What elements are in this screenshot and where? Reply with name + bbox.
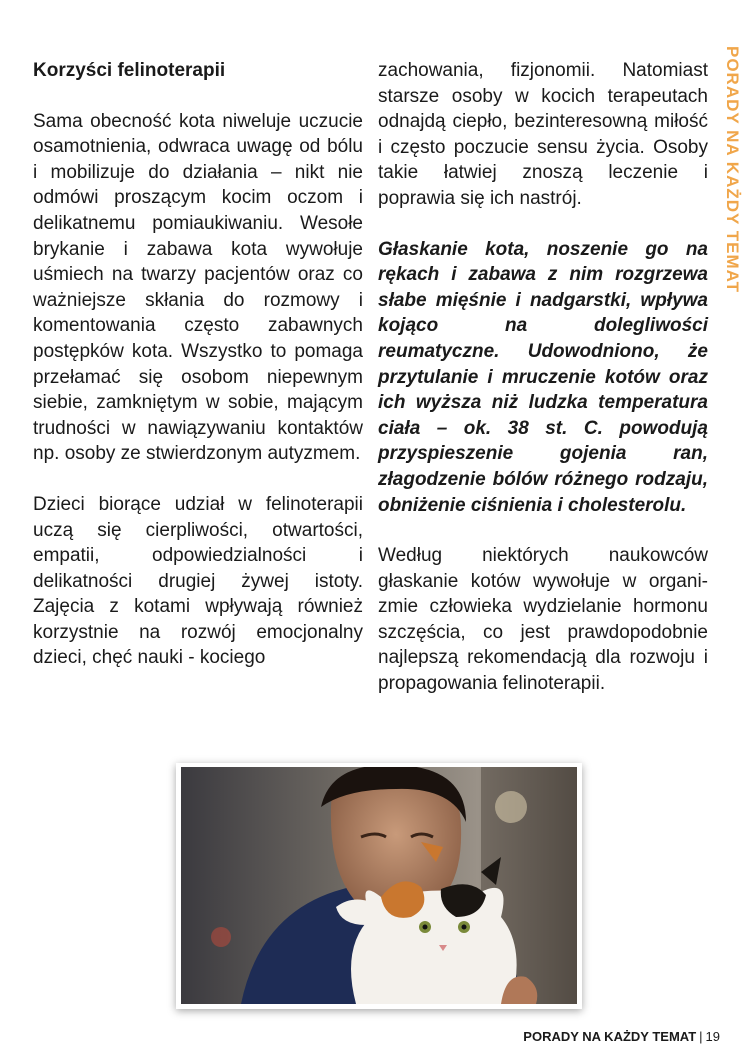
- side-section-tab: PORADY NA KAŻDY TEMAT: [723, 46, 742, 294]
- page-number: 19: [705, 1029, 720, 1044]
- footer-separator: |: [699, 1029, 703, 1044]
- paragraph-physical-benefits: Głaskanie kota, noszenie go na rękach i zabawa z nim rozgrzewa słabe mięśnie i nadgarstki, wpływa kojąco na dolegliwości reumatyczne. Udowodniono, że przytulanie i mruczenie kotów oraz ich wyższa niż ludzka temperatura ciała – ok. 38 st. C. powodują przyspieszenie gojenia ran, złagodzenie bólów różnego rodzaju, obniżenie ciśnienia i cholesterolu.: [378, 238, 708, 516]
- footer-label: PORADY NA KAŻDY TEMAT: [523, 1029, 697, 1044]
- paragraph-elderly: zachowania, fizjonomii. Natomiast starsze osoby w kocich terapeutach odnajdą ciepło, bezinteresowną miłość i często poczucie sensu życia. Osoby takie łatwiej znoszą leczenie i poprawia się ich nastrój.: [378, 60, 708, 209]
- section-heading: Korzyści felinoterapii: [33, 60, 226, 81]
- paragraph-happiness-hormone: Według niektórych naukowców głaskanie kotów wywołuje w organizmie człowieka wydzielanie hormonu szczęścia, co jest prawdopodobnie najlepszą rekomendacją dla rozwoju i propagowania felinoterapii.: [378, 545, 708, 695]
- paragraph-presence-benefits: Sama obecność kota niweluje uczucie osamotnienia, odwraca uwagę od bólu i mobilizuje do działania – nikt nie odmówi proszącym kocim oczom i delikatnemu pomiaukiwaniu. Wesołe brykanie i zabawa kota wywołuje uśmiech na twarzy pacjentów oraz co ważniejsze skłania do rozmowy i komentowania często zabawnych postępków kota. Wszystko to pomaga przełamać się osobom niepewnym siebie, zamkniętym w sobie, mającym trudności w nawiązywaniu kontaktów np. osoby ze stwierdzonym autyzmem.: [33, 110, 363, 465]
- photo-man-hugging-cat: [176, 763, 582, 1009]
- page-footer: [523, 1029, 720, 1044]
- right-column: [378, 58, 708, 697]
- left-column: [33, 58, 363, 671]
- paragraph-children: Dzieci biorące udział w felinoterapii uczą się cierpliwości, otwartości, empatii, odpowiedzialności i delikatności drugiej żywej istoty. Zajęcia z kotami wpływają również korzystnie na rozwój emocjonalny dzieci, chęć nauki - kociego: [33, 493, 363, 669]
